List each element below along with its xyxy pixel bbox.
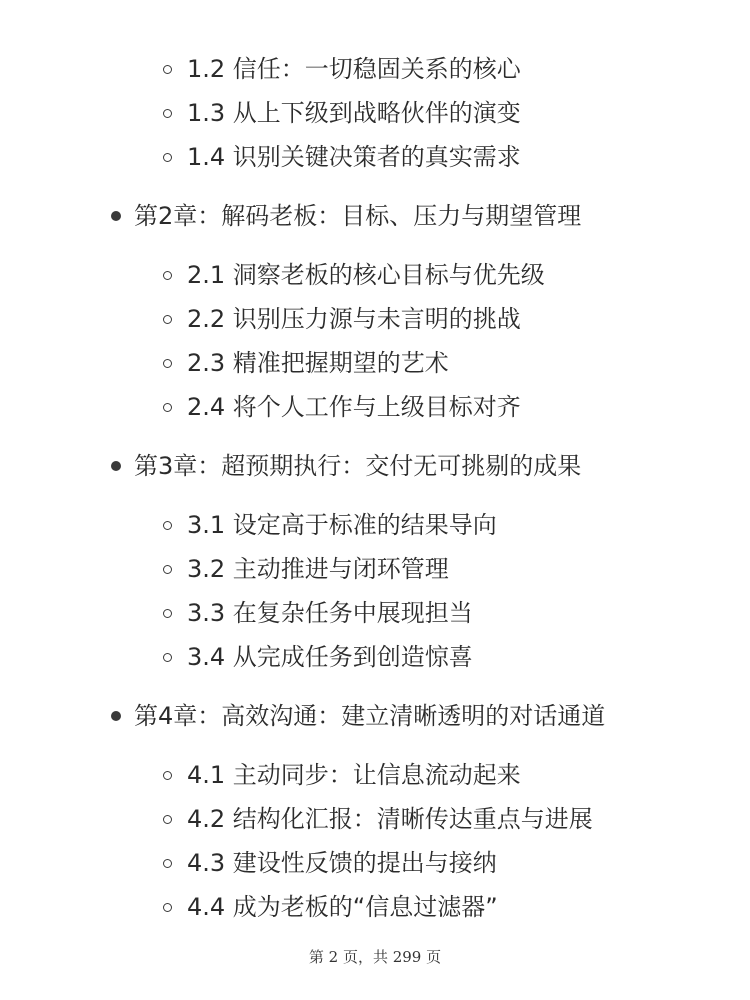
section-label: 3.2 主动推进与闭环管理 (187, 555, 449, 583)
hollow-bullet-icon (163, 109, 172, 118)
toc-section-2-4[interactable] (0, 385, 750, 429)
section-label: 3.3 在复杂任务中展现担当 (187, 599, 473, 627)
filled-bullet-icon (111, 711, 121, 721)
toc-section-4-2[interactable] (0, 797, 750, 841)
chapter-title: 第4章：高效沟通：建立清晰透明的对话通道 (134, 702, 606, 730)
hollow-bullet-icon (163, 359, 172, 368)
section-label: 2.3 精准把握期望的艺术 (187, 349, 449, 377)
filled-bullet-icon (111, 211, 121, 221)
section-label: 4.1 主动同步：让信息流动起来 (187, 761, 521, 789)
section-label: 3.1 设定高于标准的结果导向 (187, 511, 497, 539)
hollow-bullet-icon (163, 65, 172, 74)
chapter-4-sections (0, 753, 750, 929)
section-label: 1.4 识别关键决策者的真实需求 (187, 143, 521, 171)
toc-section-2-3[interactable] (0, 341, 750, 385)
chapter-title: 第2章：解码老板：目标、压力与期望管理 (134, 202, 582, 230)
section-label: 4.3 建设性反馈的提出与接纳 (187, 849, 497, 877)
chapter-2-sections (0, 253, 750, 429)
hollow-bullet-icon (163, 521, 172, 530)
chapter-title: 第3章：超预期执行：交付无可挑剔的成果 (134, 452, 582, 480)
hollow-bullet-icon (163, 815, 172, 824)
toc-section-4-3[interactable] (0, 841, 750, 885)
toc-section-1-2[interactable] (0, 47, 750, 91)
toc-section-1-4[interactable] (0, 135, 750, 179)
filled-bullet-icon (111, 461, 121, 471)
toc-chapter-3[interactable] (0, 444, 750, 488)
toc-section-2-1[interactable] (0, 253, 750, 297)
hollow-bullet-icon (163, 653, 172, 662)
hollow-bullet-icon (163, 565, 172, 574)
toc-chapter-4[interactable] (0, 694, 750, 738)
toc-section-4-1[interactable] (0, 753, 750, 797)
section-label: 2.2 识别压力源与未言明的挑战 (187, 305, 521, 333)
toc-section-4-4[interactable] (0, 885, 750, 929)
toc-section-1-3[interactable] (0, 91, 750, 135)
toc-section-3-1[interactable] (0, 503, 750, 547)
hollow-bullet-icon (163, 859, 172, 868)
toc-section-3-4[interactable] (0, 635, 750, 679)
toc-section-3-3[interactable] (0, 591, 750, 635)
section-label: 3.4 从完成任务到创造惊喜 (187, 643, 473, 671)
table-of-contents (0, 47, 750, 929)
section-label: 4.4 成为老板的“信息过滤器” (187, 893, 498, 921)
hollow-bullet-icon (163, 903, 172, 912)
hollow-bullet-icon (163, 271, 172, 280)
section-label: 2.4 将个人工作与上级目标对齐 (187, 393, 521, 421)
hollow-bullet-icon (163, 315, 172, 324)
toc-section-3-2[interactable] (0, 547, 750, 591)
section-label: 1.2 信任：一切稳固关系的核心 (187, 55, 521, 83)
hollow-bullet-icon (163, 403, 172, 412)
toc-section-2-2[interactable] (0, 297, 750, 341)
section-label: 4.2 结构化汇报：清晰传达重点与进展 (187, 805, 593, 833)
hollow-bullet-icon (163, 771, 172, 780)
chapter-1-sections (0, 47, 750, 179)
page-number-footer: 第 2 页，共 299 页 (308, 948, 442, 966)
hollow-bullet-icon (163, 609, 172, 618)
toc-chapter-2[interactable] (0, 194, 750, 238)
section-label: 2.1 洞察老板的核心目标与优先级 (187, 261, 545, 289)
section-label: 1.3 从上下级到战略伙伴的演变 (187, 99, 521, 127)
hollow-bullet-icon (163, 153, 172, 162)
chapter-3-sections (0, 503, 750, 679)
